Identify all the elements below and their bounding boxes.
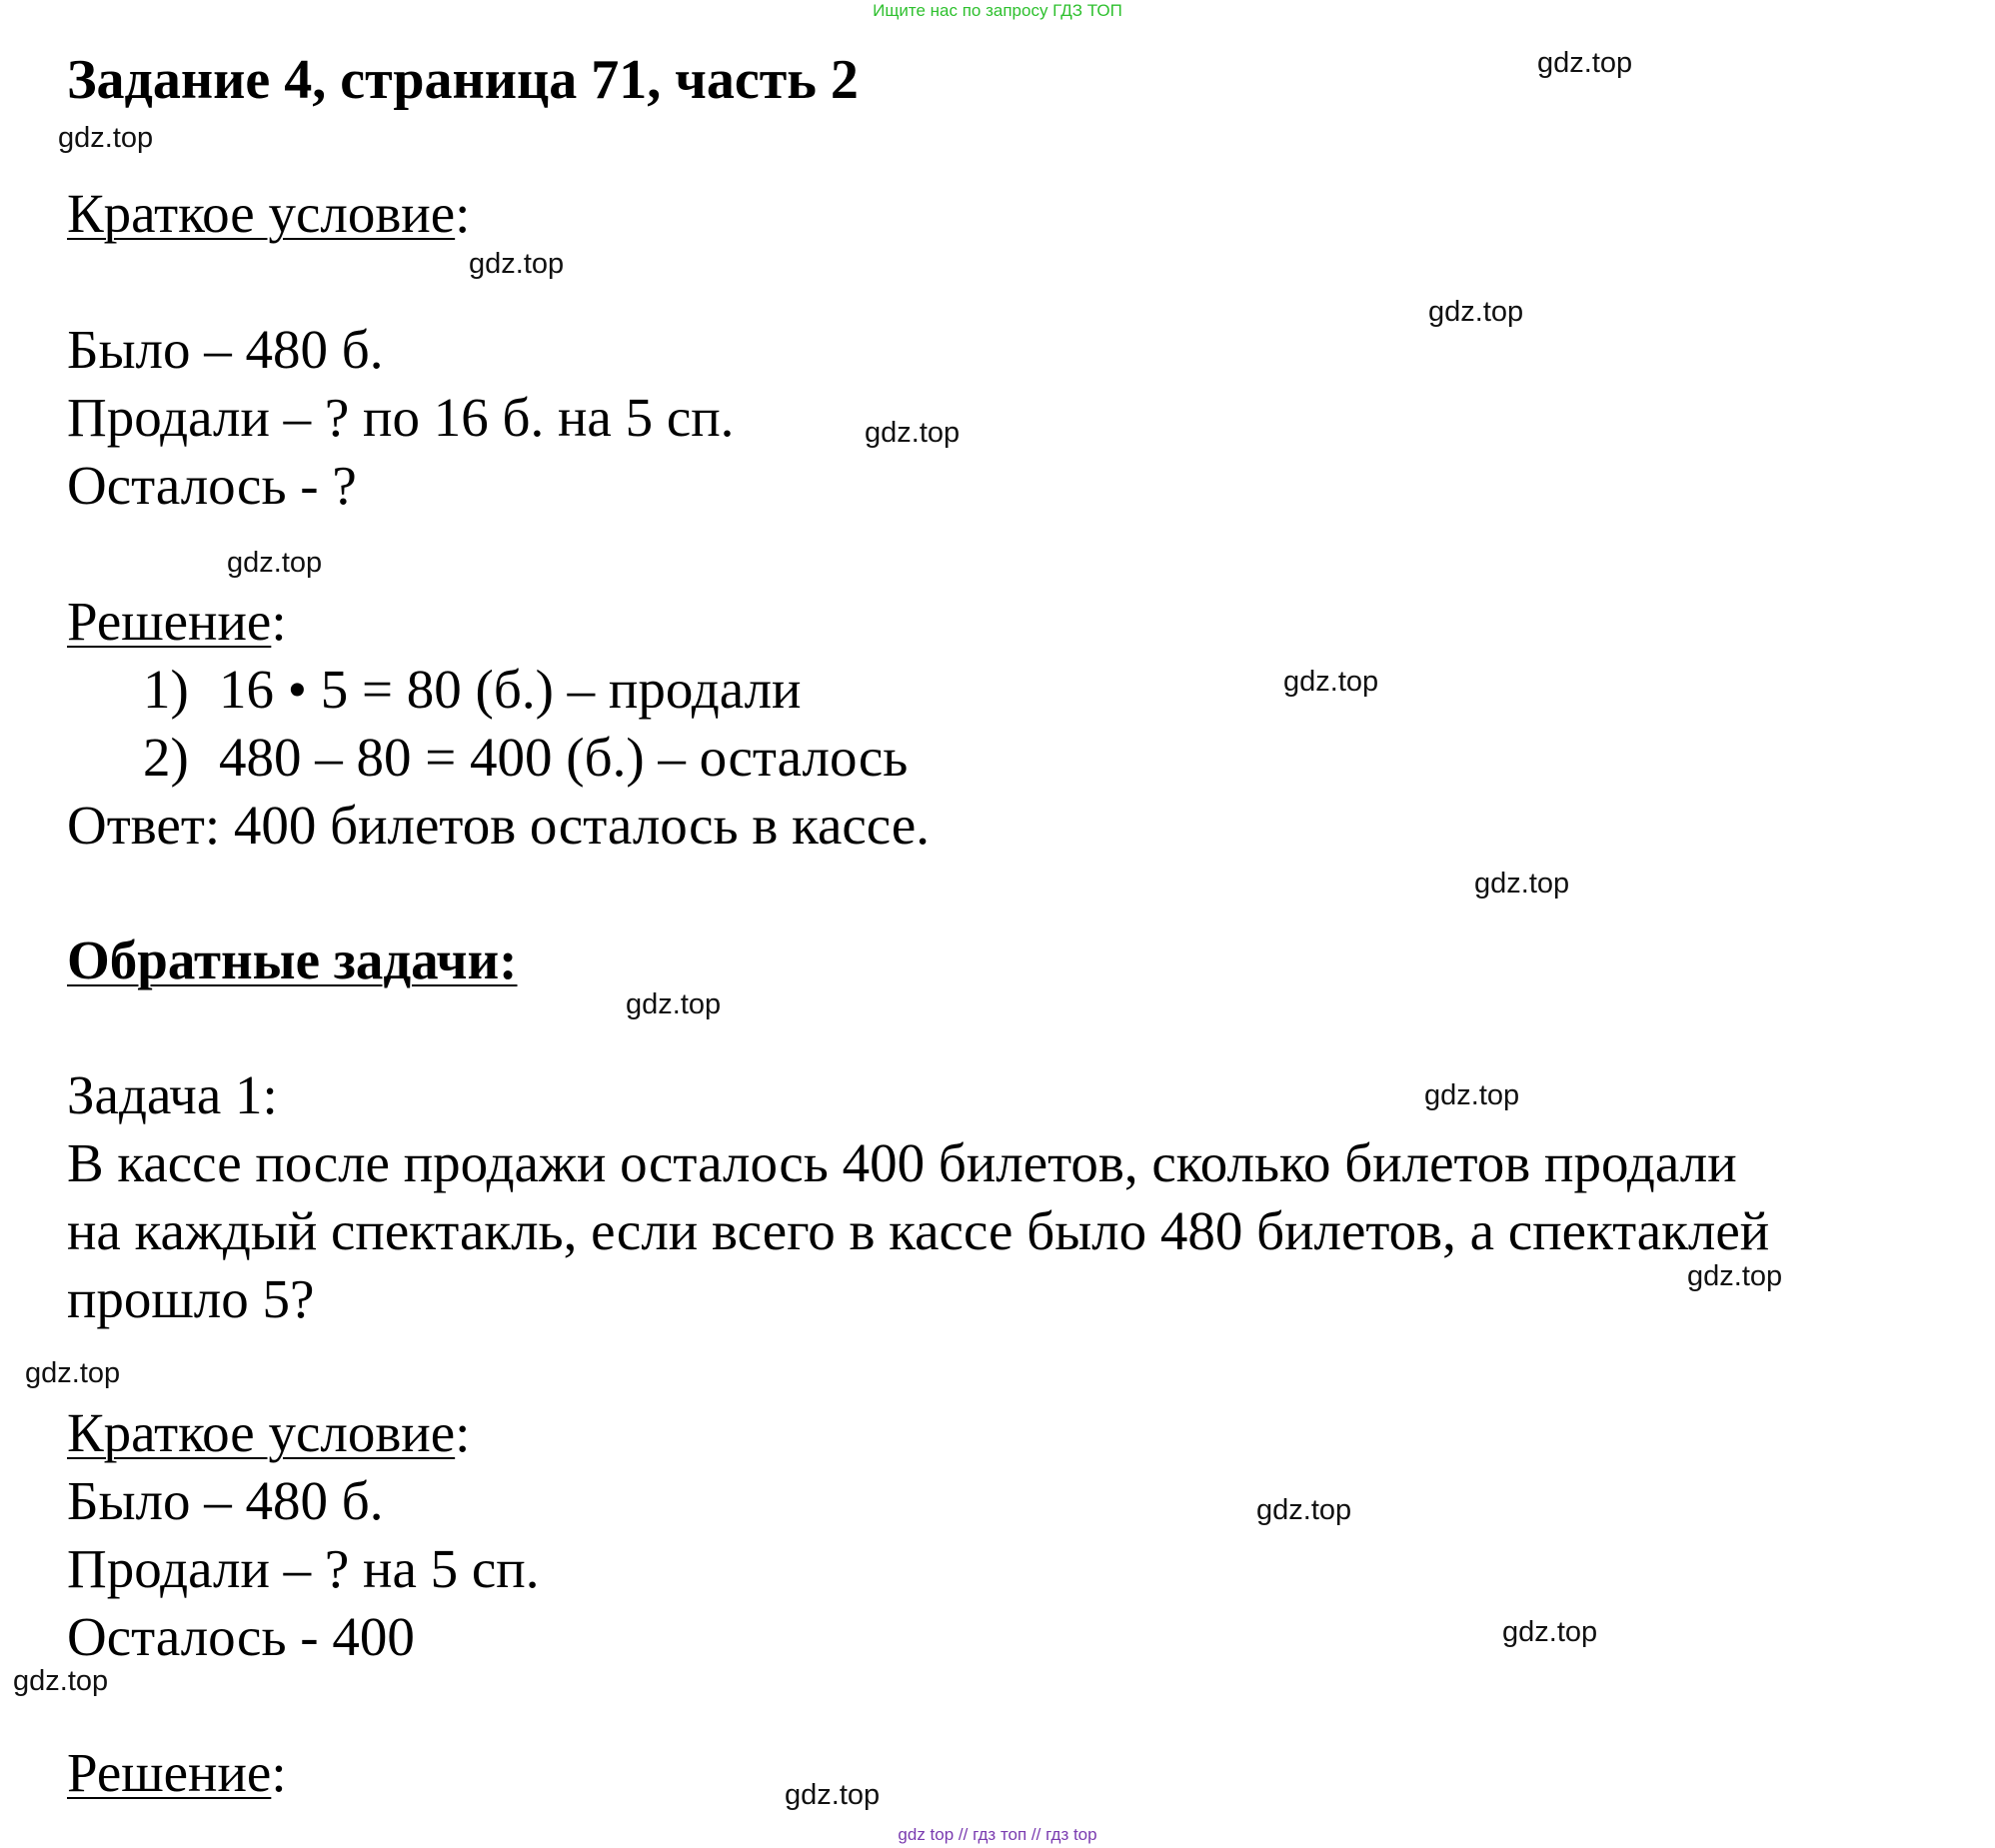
condition-line: Было – 480 б. (67, 319, 384, 380)
heading-colon: : (271, 591, 287, 652)
solution-heading-2 (67, 1742, 287, 1803)
watermark: gdz.top (1502, 1616, 1598, 1648)
condition-line: Осталось - ? (67, 455, 357, 516)
step-number: 1) (143, 659, 189, 720)
watermark: gdz.top (227, 547, 323, 579)
watermark: gdz.top (58, 122, 154, 154)
condition-line: Было – 480 б. (67, 1470, 384, 1531)
watermark: gdz.top (1424, 1079, 1520, 1111)
page-title: Задание 4, страница 71, часть 2 (67, 49, 859, 111)
watermark: gdz.top (785, 1779, 881, 1811)
watermark: gdz.top (13, 1665, 109, 1697)
solution-step: 16 • 5 = 80 (б.) – продали (219, 659, 802, 720)
watermark: gdz.top (1256, 1494, 1352, 1526)
watermark: gdz.top (1428, 296, 1524, 328)
short-condition-heading-text: Краткое условие (67, 183, 456, 244)
task-text-line: В кассе после продажи осталось 400 билетов, сколько билетов продали (67, 1132, 1737, 1193)
solution-step: 480 – 80 = 400 (б.) – осталось (219, 727, 909, 788)
watermark: gdz.top (25, 1357, 121, 1389)
watermark: gdz.top (1474, 868, 1570, 900)
short-condition-heading (67, 183, 471, 244)
heading-colon: : (455, 1402, 471, 1463)
watermark: gdz.top (469, 248, 565, 280)
condition-line: Продали – ? на 5 сп. (67, 1538, 540, 1599)
task-text-line: прошло 5? (67, 1268, 315, 1329)
short-condition-heading-2 (67, 1402, 471, 1463)
condition-line: Продали – ? по 16 б. на 5 сп. (67, 387, 735, 448)
short-condition-heading-text: Краткое условие (67, 1402, 456, 1463)
task-text-line: на каждый спектакль, если всего в кассе было 480 билетов, а спектаклей (67, 1200, 1770, 1261)
solution-heading-text: Решение (67, 1742, 272, 1803)
task-label: Задача 1: (67, 1064, 278, 1125)
watermark: gdz.top (626, 988, 722, 1020)
solution-heading-text: Решение (67, 591, 272, 652)
footer: gdz top // гдз топ // гдз top (898, 1825, 1097, 1844)
step-number: 2) (143, 727, 189, 788)
solution-heading (67, 591, 287, 652)
inverse-tasks-heading: Обратные задачи: (67, 929, 518, 990)
condition-line: Осталось - 400 (67, 1606, 415, 1667)
top-banner: Ищите нас по запросу ГДЗ ТОП (873, 1, 1122, 20)
watermark: gdz.top (1283, 666, 1379, 698)
watermark: gdz.top (1687, 1260, 1783, 1292)
watermark: gdz.top (865, 417, 961, 449)
heading-colon: : (455, 183, 471, 244)
heading-colon: : (271, 1742, 287, 1803)
watermark: gdz.top (1537, 47, 1633, 79)
answer-line: Ответ: 400 билетов осталось в кассе. (67, 795, 931, 856)
